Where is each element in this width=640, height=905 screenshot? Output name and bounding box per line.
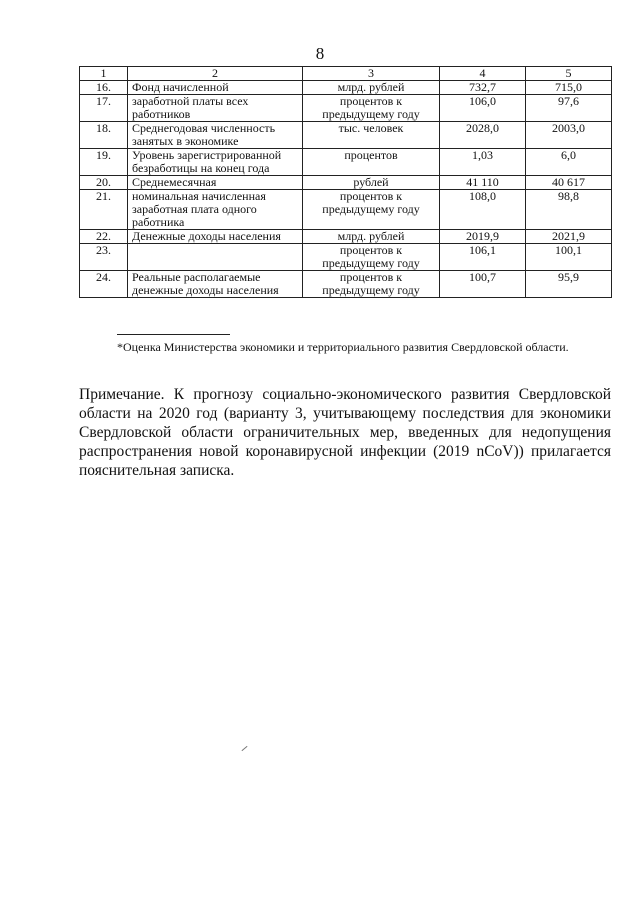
value-col5: 2021,9 [526, 230, 612, 244]
value-col4: 41 110 [440, 176, 526, 190]
column-header: 3 [303, 67, 440, 81]
value-col4: 106,1 [440, 244, 526, 271]
table-row [80, 271, 612, 298]
row-number: 19. [80, 149, 128, 176]
row-number: 23. [80, 244, 128, 271]
value-col4: 1,03 [440, 149, 526, 176]
table-row [80, 122, 612, 149]
footnote: *Оценка Министерства экономики и территориального развития Свердловской области. [117, 340, 569, 354]
indicators-table [79, 66, 612, 298]
note-paragraph: Примечание. К прогнозу социально-экономического развития Свердловской области на 2020 год (варианту 3, учитывающему последствия для экономики Свердловской области ограничительных мер, введенных для недопущения распространения новой коронавирусной инфекции (2019 nCoV)) прилагается пояснительная записка. [79, 386, 611, 479]
table-row [80, 230, 612, 244]
row-number: 16. [80, 81, 128, 95]
unit-cell: млрд. рублей [303, 81, 440, 95]
value-col5: 100,1 [526, 244, 612, 271]
table-row [80, 244, 612, 271]
column-header: 4 [440, 67, 526, 81]
indicator-name [128, 244, 303, 271]
unit-cell: тыс. человек [303, 122, 440, 149]
value-col5: 715,0 [526, 81, 612, 95]
indicator-name: заработной платы всех работников [128, 95, 303, 122]
indicator-name: Уровень зарегистрированной безработицы на конец года [128, 149, 303, 176]
unit-cell: процентов [303, 149, 440, 176]
table-header-row [80, 67, 612, 81]
row-number: 22. [80, 230, 128, 244]
value-col4: 108,0 [440, 190, 526, 230]
indicator-name: номинальная начисленная заработная плата одного работника [128, 190, 303, 230]
value-col4: 100,7 [440, 271, 526, 298]
unit-cell: процентов к предыдущему году [303, 95, 440, 122]
row-number: 24. [80, 271, 128, 298]
value-col4: 106,0 [440, 95, 526, 122]
row-number: 21. [80, 190, 128, 230]
footnote-divider [117, 334, 230, 335]
page-number: 8 [315, 44, 325, 63]
value-col5: 95,9 [526, 271, 612, 298]
indicator-name: Фонд начисленной [128, 81, 303, 95]
value-col4: 2019,9 [440, 230, 526, 244]
column-header: 5 [526, 67, 612, 81]
value-col5: 97,6 [526, 95, 612, 122]
table-row [80, 190, 612, 230]
unit-cell: процентов к предыдущему году [303, 190, 440, 230]
value-col5: 98,8 [526, 190, 612, 230]
row-number: 17. [80, 95, 128, 122]
indicator-name: Среднемесячная [128, 176, 303, 190]
unit-cell: млрд. рублей [303, 230, 440, 244]
indicator-name: Денежные доходы населения [128, 230, 303, 244]
value-col5: 6,0 [526, 149, 612, 176]
indicator-name: Среднегодовая численность занятых в экономике [128, 122, 303, 149]
column-header: 1 [80, 67, 128, 81]
table-row [80, 81, 612, 95]
column-header: 2 [128, 67, 303, 81]
row-number: 20. [80, 176, 128, 190]
value-col5: 2003,0 [526, 122, 612, 149]
table-row [80, 149, 612, 176]
unit-cell: рублей [303, 176, 440, 190]
unit-cell: процентов к предыдущему году [303, 244, 440, 271]
table-row [80, 176, 612, 190]
value-col4: 2028,0 [440, 122, 526, 149]
value-col4: 732,7 [440, 81, 526, 95]
unit-cell: процентов к предыдущему году [303, 271, 440, 298]
table-row [80, 95, 612, 122]
pen-mark [241, 746, 247, 751]
row-number: 18. [80, 122, 128, 149]
indicator-name: Реальные располагаемые денежные доходы населения [128, 271, 303, 298]
value-col5: 40 617 [526, 176, 612, 190]
